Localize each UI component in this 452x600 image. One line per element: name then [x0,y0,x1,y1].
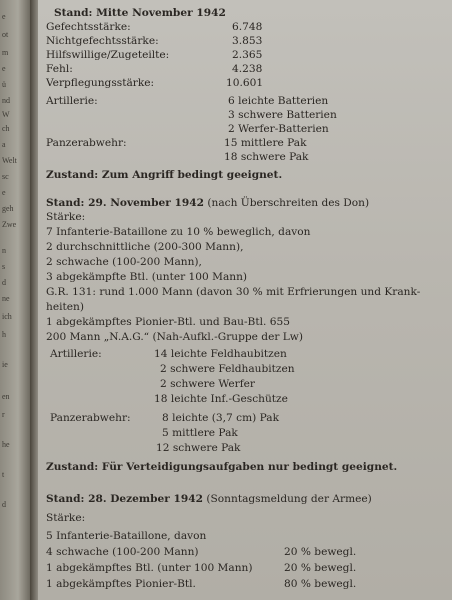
staerke-label: Stärke: [46,512,86,524]
adjacent-page-fragment: e [2,188,6,197]
adjacent-page-fragment: Zwe [2,220,17,229]
unit-line: 4 schwache (100-200 Mann) [46,546,199,558]
adjacent-page-fragment: n [2,246,6,255]
staerke-label: Stärke: [46,211,86,223]
adjacent-page-fragment: e [2,64,6,73]
adjacent-page-fragment: d [2,278,6,287]
strength-label: Nichtgefechtsstärke: [46,35,159,47]
unit-line: 2 durchschnittliche (200-300 Mann), [46,241,244,253]
strength-value: 3.853 [232,35,263,47]
adjacent-page-fragment: s [2,262,6,271]
adjacent-page-fragment: a [2,140,6,149]
panzer-item: 5 mittlere Pak [162,427,238,439]
adjacent-page-fragment: e [2,12,6,21]
adjacent-page-fragment: en [2,392,10,401]
adjacent-page-fragment: ot [2,30,9,39]
strength-value: 6.748 [232,21,263,33]
artillery-item: 2 schwere Feldhaubitzen [160,363,295,375]
section-heading: Stand: 29. November 1942 [46,197,204,209]
status-line: Zustand: Zum Angriff bedingt geeignet. [46,169,283,181]
adjacent-page-fragment: W [2,110,10,119]
artillery-item: 3 schwere Batterien [228,109,337,121]
adjacent-page-fragment: h [2,330,6,339]
adjacent-page-fragment: Welt [2,156,17,165]
section-heading-line [46,494,372,505]
adjacent-page-edge [0,0,30,600]
unit-line: 1 abgekämpftes Pionier-Btl. und Bau-Btl. 655 [46,316,290,328]
mobility-value: 20 % bewegl. [284,546,357,558]
unit-line: 1 abgekämpftes Pionier-Btl. [46,578,196,590]
strength-label: Hilfswillige/Zugeteilte: [46,49,170,61]
adjacent-page-fragment: ü [2,80,6,89]
section-heading-note: (Sonntagsmeldung der Armee) [206,493,372,505]
book-page [38,0,452,600]
artillery-label: Artillerie: [50,348,102,360]
strength-value: 10.601 [226,77,264,89]
mobility-value: 20 % bewegl. [284,562,357,574]
adjacent-page-fragment: ch [2,124,10,133]
unit-line: 2 schwache (100-200 Mann), [46,256,202,268]
panzer-item: 18 schwere Pak [224,151,309,163]
adjacent-page-fragment: sc [2,172,9,181]
adjacent-page-fragment: he [2,440,10,449]
unit-line: 200 Mann „N.A.G.“ (Nah-Aufkl.-Gruppe der Lw) [46,331,304,343]
artillery-item: 18 leichte Inf.-Geschütze [154,393,288,405]
adjacent-page-fragment: t [2,470,5,479]
adjacent-page-fragment: nd [2,96,10,105]
panzer-item: 15 mittlere Pak [224,137,307,149]
section-heading: Stand: Mitte November 1942 [54,7,226,19]
section-heading-note: (nach Überschreiten des Don) [207,197,370,209]
unit-line: heiten) [46,301,84,313]
adjacent-page-fragment: ie [2,360,8,369]
strength-label: Gefechtsstärke: [46,21,131,33]
unit-line: G.R. 131: rund 1.000 Mann (davon 30 % mit Erfrierungen und Krank- [46,286,421,298]
adjacent-page-fragment: d [2,500,6,509]
unit-line: 5 Infanterie-Bataillone, davon [46,530,207,542]
artillery-item: 6 leichte Batterien [228,95,329,107]
artillery-label: Artillerie: [46,95,98,107]
strength-label: Fehl: [46,63,73,75]
adjacent-page-fragment: r [2,410,5,419]
adjacent-page-fragment: m [2,48,9,57]
artillery-item: 14 leichte Feldhaubitzen [154,348,287,360]
unit-line: 3 abgekämpfte Btl. (unter 100 Mann) [46,271,248,283]
adjacent-page-fragment: geh [2,204,14,213]
adjacent-page-fragment: ne [2,294,10,303]
panzer-label: Panzerabwehr: [50,412,131,424]
section-heading-line [46,198,369,209]
mobility-value: 80 % bewegl. [284,578,357,590]
strength-value: 2.365 [232,49,263,61]
artillery-item: 2 Werfer-Batterien [228,123,329,135]
panzer-label: Panzerabwehr: [46,137,127,149]
artillery-item: 2 schwere Werfer [160,378,255,390]
status-line: Zustand: Für Verteidigungsaufgaben nur bedingt geeignet. [46,461,398,473]
unit-line: 1 abgekämpftes Btl. (unter 100 Mann) [46,562,253,574]
strength-value: 4.238 [232,63,263,75]
unit-line: 7 Infanterie-Bataillone zu 10 % beweglich, davon [46,226,311,238]
section-heading: Stand: 28. Dezember 1942 [46,493,204,505]
panzer-item: 12 schwere Pak [156,442,241,454]
book-gutter [30,0,38,600]
adjacent-page-fragment: ich [2,312,12,321]
panzer-item: 8 leichte (3,7 cm) Pak [162,412,280,424]
strength-label: Verpflegungsstärke: [46,77,155,89]
